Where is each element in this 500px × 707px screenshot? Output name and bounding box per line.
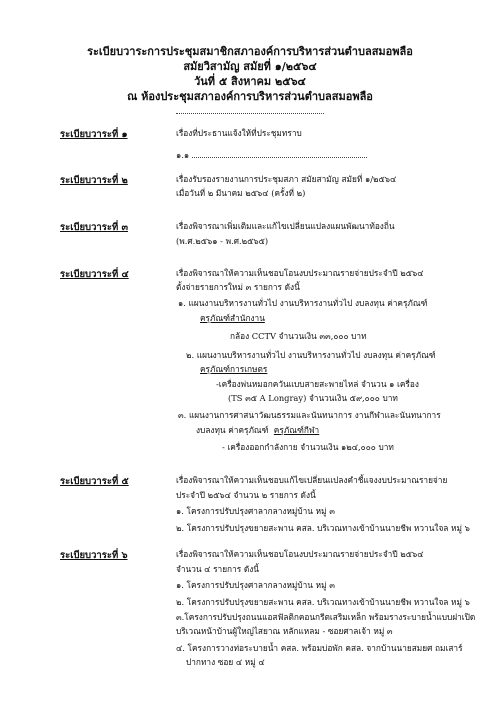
- agenda-4-item1-category: ครุภัณฑ์สำนักงาน: [200, 313, 265, 323]
- agenda-4-item2-detail: -เครื่องพ่นหมอกควันแบบสายสะพายไหล่ จำนวน ๑ เครื่อง: [216, 379, 419, 389]
- agenda-1-item-number: ๑.๑: [176, 150, 190, 160]
- agenda-6-item2: ๒. โครงการปรับปรุงขยายสะพาน คสล. บริเวณทางเข้าบ้านนายชีพ หวานใจล หมู่ ๖: [176, 597, 470, 607]
- meeting-date: วันที่ ๕ สิงหาคม ๒๕๖๔: [194, 75, 306, 88]
- agenda-6-item4-location: ปากทาง ซอย ๔ หมู่ ๔: [186, 657, 265, 667]
- agenda-4-line1: เรื่องพิจารณาให้ความเห็นชอบโอนงบประมาณรายจ่ายประจำปี ๒๕๖๔: [176, 268, 424, 278]
- agenda-2-label: ระเบียบวาระที่ ๒: [60, 175, 128, 186]
- agenda-6-line1: เรื่องพิจารณาให้ความเห็นชอบโอนงบประมาณรายจ่ายประจำปี ๒๕๖๔: [176, 549, 424, 559]
- meeting-venue: ณ ห้องประชุมสภาองค์การบริหารส่วนตำบลสมอพลือ: [127, 90, 373, 103]
- agenda-6-item3-location: บริเวณหน้าบ้านผู้ใหญ่ไสยาณ หลักแหลม - ซอยศาลเจ้า หมู่ ๓: [176, 626, 393, 636]
- agenda-3-label: ระเบียบวาระที่ ๓: [60, 222, 129, 233]
- agenda-4-item2-category: ครุภัณฑ์การเกษตร: [200, 364, 268, 374]
- agenda-4-item3-budget: [196, 425, 319, 436]
- agenda-5-item1: ๑. โครงการปรับปรุงศาลากลางหมู่บ้าน หมู่ ๓: [176, 506, 335, 516]
- agenda-5-line1: เรื่องพิจารณาให้ความเห็นชอบแก้ไขเปลี่ยนแปลงคำชี้แจงงบประมาณรายจ่าย: [176, 475, 448, 485]
- agenda-4-item1-detail: กล้อง CCTV จำนวนเงิน ๓๓,๐๐๐ บาท: [230, 331, 367, 341]
- agenda-6-line2: จำนวน ๔ รายการ ดังนี้: [176, 564, 259, 574]
- agenda-4-item3-detail: - เครื่องออกกำลังกาย จำนวนเงิน ๑๒๔,๐๐๐ บาท: [222, 442, 394, 452]
- agenda-4-line2: ตั้งจ่ายรายการใหม่ ๓ รายการ ดังนี้: [176, 282, 300, 292]
- agenda-6-item1: ๑. โครงการปรับปรุงศาลากลางหมู่บ้าน หมู่ ๓: [176, 580, 335, 590]
- document-title: ระเบียบวาระการประชุมสมาชิกสภาองค์การบริหารส่วนตำบลสมอพลือ: [87, 45, 413, 58]
- agenda-2-line2: เมื่อวันที่ ๒ มีนาคม ๒๕๖๔ (ครั้งที่ ๒): [176, 188, 306, 198]
- agenda-4-label: ระเบียบวาระที่ ๔: [60, 269, 129, 280]
- agenda-4-item3-category: ครุภัณฑ์กีฬา: [273, 425, 320, 435]
- dotted-blank: [192, 150, 367, 158]
- title-divider: [176, 113, 324, 114]
- agenda-2-line1: เรื่องรับรองรายงานการประชุมสภา สมัยสามัญ สมัยที่ ๑/๒๕๖๔: [176, 174, 397, 184]
- agenda-3-line1: เรื่องพิจารณาเพิ่มเติมและแก้ไขเปลี่ยนแปลงแผนพัฒนาท้องถิ่น: [176, 221, 395, 231]
- agenda-3-line2: (พ.ศ.๒๕๖๑ - พ.ศ.๒๕๖๕): [176, 236, 269, 246]
- agenda-4-item3-budget-text: งบลงทุน ค่าครุภัณฑ์: [196, 425, 269, 435]
- agenda-5-item2: ๒. โครงการปรับปรุงขยายสะพาน คสล. บริเวณทางเข้าบ้านนายชีพ หวานใจล หมู่ ๖: [176, 523, 470, 533]
- agenda-4-item1: ๑. แผนงานบริหารงานทั่วไป งานบริหารงานทั่วไป งบลงทุน ค่าครุภัณฑ์: [178, 298, 428, 308]
- agenda-4-item2-price: (TS ๓๕ A Longray) จำนวนเงิน ๕๙,๐๐๐ บาท: [228, 393, 398, 403]
- agenda-4-item2: ๒. แผนงานบริหารงานทั่วไป งานบริหารงานทั่วไป งบลงทุน ค่าครุภัณฑ์: [186, 350, 436, 360]
- session-title: สมัยวิสามัญ สมัยที่ ๑/๒๕๖๔: [183, 60, 317, 73]
- agenda-1-title: เรื่องที่ประธานแจ้งให้ที่ประชุมทราบ: [176, 128, 302, 138]
- agenda-5-line2: ประจำปี ๒๕๖๔ จำนวน ๒ รายการ ดังนี้: [176, 490, 316, 500]
- agenda-6-label: ระเบียบวาระที่ ๖: [60, 550, 128, 561]
- agenda-1-item: [176, 150, 367, 161]
- agenda-6-item4: ๔. โครงการวางท่อระบายน้ำ คสล. พร้อมบ่อพัก คสล. จากบ้านนายสมยศ ถมเสาร์: [176, 643, 463, 653]
- agenda-6-item3: ๓.โครงการปรับปรุงถนนแอสฟัลติกคอนกรีตเสริมเหล็ก พร้อมรางระบายน้ำแบบฝาเปิด: [176, 612, 476, 622]
- agenda-1-label: ระเบียบวาระที่ ๑: [60, 129, 128, 140]
- agenda-5-label: ระเบียบวาระที่ ๕: [60, 476, 129, 487]
- agenda-4-item3: ๓. แผนงานการศาสนาวัฒนธรรมและนันทนาการ งานกีฬาและนันทนาการ: [178, 410, 441, 420]
